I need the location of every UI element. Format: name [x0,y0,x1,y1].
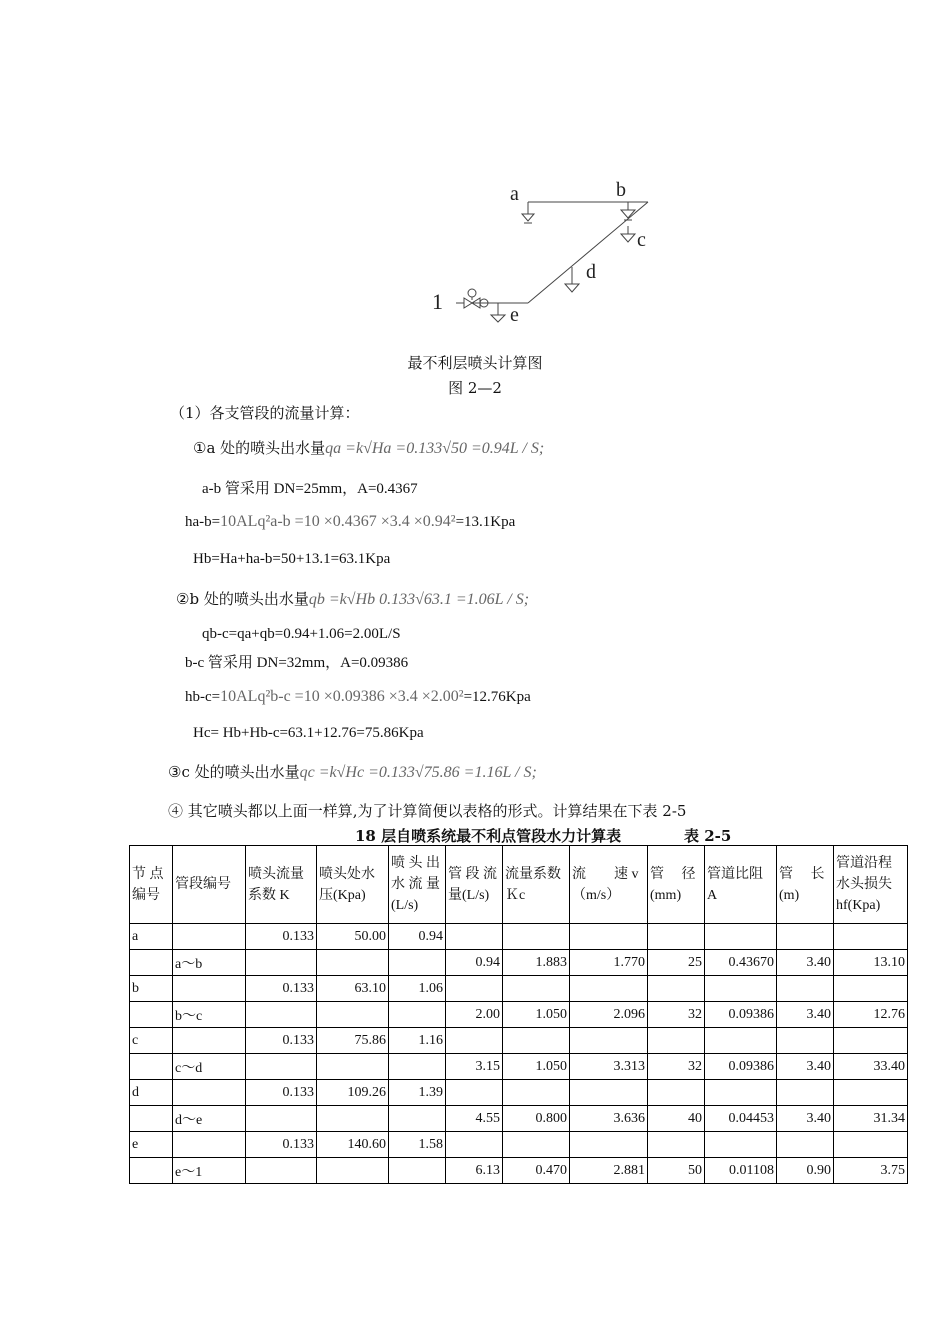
calc-line-5-formula: qb =k√Hb 0.133√63.1 =1.06L / S; [308,591,530,608]
table-row [130,1080,908,1106]
table-cell: 0.133 [246,1080,317,1106]
table-row [130,950,908,976]
table-cell: e～1 [173,1158,246,1184]
table-cell [389,1158,446,1184]
table-cell: e [130,1132,173,1158]
table-cell: 0.133 [246,1132,317,1158]
calc-line-8 [185,688,531,706]
table-row [130,1002,908,1028]
table-cell: 40 [648,1106,705,1132]
table-cell [570,1028,648,1054]
table-cell: 0.133 [246,976,317,1002]
hydraulic-calc-table [129,845,908,1184]
table-cell: 1.39 [389,1080,446,1106]
table-cell: 3.15 [446,1054,503,1080]
calc-line-5-prefix: ②b 处的喷头出水量 [176,590,309,608]
table-cell [777,1132,834,1158]
table-cell [317,1002,389,1028]
table-cell [317,950,389,976]
table-cell: 0.133 [246,924,317,950]
table-cell [446,924,503,950]
calc-line-8-suffix: =12.76Kpa [463,689,531,705]
calc-line-7: b-c 管采用 DN=32mm，A=0.09386 [185,655,409,671]
table-body [130,924,908,1184]
table-title: 18 层自喷系统最不利点管段水力计算表 [355,827,622,845]
table-cell: 50 [648,1158,705,1184]
section-heading: （1）各支管段的流量计算： [170,404,360,422]
table-cell [173,1132,246,1158]
table-cell [389,1002,446,1028]
table-cell [834,1080,908,1106]
table-cell [503,1132,570,1158]
figure-number: 图 2—2 [448,379,502,397]
table-cell [648,1028,705,1054]
table-cell [777,1028,834,1054]
pipe-b-e [528,202,648,303]
calc-line-6: qb-c=qa+qb=0.94+1.06=2.00L/S [202,626,401,642]
table-cell: 32 [648,1002,705,1028]
sprinkler-layout-diagram [420,172,670,332]
table-cell: 75.86 [317,1028,389,1054]
table-cell: 0.04453 [705,1106,777,1132]
table-cell [705,1080,777,1106]
table-cell: b [130,976,173,1002]
table-cell: 0.01108 [705,1158,777,1184]
header-cell: 管 径 (mm) [648,846,705,924]
table-cell: c [130,1028,173,1054]
table-cell [648,1080,705,1106]
table-cell [389,1054,446,1080]
table-cell [705,1028,777,1054]
header-cell: 管段编号 [173,846,246,924]
table-cell: 50.00 [317,924,389,950]
diagram-title: 最不利层喷头计算图 [407,354,543,372]
calc-line-3-formula: 10ALq²a-b =10 ×0.4367 ×3.4 ×0.94² [220,513,456,530]
label-e: e [510,304,519,326]
table-cell: 0.470 [503,1158,570,1184]
table-header-row [130,846,908,924]
table-cell [705,976,777,1002]
header-cell: 喷头流量系数 K [246,846,317,924]
calc-line-4: Hb=Ha+ha-b=50+13.1=63.1Kpa [193,551,391,567]
table-cell: 33.40 [834,1054,908,1080]
table-row [130,1158,908,1184]
table-cell: 0.90 [777,1158,834,1184]
table-cell [317,1158,389,1184]
table-cell: 1.770 [570,950,648,976]
table-cell: 0.94 [446,950,503,976]
table-cell [648,924,705,950]
table-cell [503,976,570,1002]
table-row [130,1054,908,1080]
calc-line-3-prefix: ha-b= [185,514,221,530]
table-cell [648,976,705,1002]
table-cell: 12.76 [834,1002,908,1028]
table-cell [834,976,908,1002]
table-cell: 1.050 [503,1002,570,1028]
table-cell [777,924,834,950]
table-cell [130,1002,173,1028]
table-cell: 1.16 [389,1028,446,1054]
table-row [130,1132,908,1158]
calc-line-3 [185,513,515,531]
table-cell: c～d [173,1054,246,1080]
header-cell: 管 段 流 量(L/s) [446,846,503,924]
table-cell: 3.40 [777,950,834,976]
table-cell: 0.94 [389,924,446,950]
table-cell: 0.133 [246,1028,317,1054]
table-cell [503,1080,570,1106]
table-cell [130,1158,173,1184]
table-cell: 63.10 [317,976,389,1002]
calc-line-3-suffix: =13.1Kpa [455,514,516,530]
header-cell: 流量系数Ｋc [503,846,570,924]
header-cell: 管 长 (m) [777,846,834,924]
table-cell: a [130,924,173,950]
table-cell [317,1106,389,1132]
table-cell [246,1054,317,1080]
table-cell: 13.10 [834,950,908,976]
table-cell [317,1054,389,1080]
table-cell [834,1132,908,1158]
table-cell: 140.60 [317,1132,389,1158]
table-cell: b～c [173,1002,246,1028]
table-cell [246,1002,317,1028]
label-1: 1 [432,289,443,314]
table-cell [570,1080,648,1106]
table-cell [246,1158,317,1184]
label-d: d [586,261,596,283]
table-cell: 1.883 [503,950,570,976]
table-cell [503,1028,570,1054]
table-cell [173,1028,246,1054]
table-cell [777,976,834,1002]
calc-line-10-prefix: ③c 处的喷头出水量 [168,763,300,781]
table-cell [130,1054,173,1080]
header-cell: 节 点 编号 [130,846,173,924]
header-cell: 喷头处水压(Kpa) [317,846,389,924]
table-cell: 3.313 [570,1054,648,1080]
table-cell [446,1132,503,1158]
table-cell: 4.55 [446,1106,503,1132]
table-cell [777,1080,834,1106]
table-cell [834,1028,908,1054]
table-cell: d～e [173,1106,246,1132]
table-cell [648,1132,705,1158]
table-cell: 2.00 [446,1002,503,1028]
table-cell [389,950,446,976]
calc-line-8-prefix: hb-c= [185,689,221,705]
calc-line-11: ④ 其它喷头都以上面一样算,为了计算简便以表格的形式。计算结果在下表 2-5 [168,802,687,820]
calc-line-8-formula: 10ALq²b-c =10 ×0.09386 ×3.4 ×2.00² [220,688,464,705]
table-cell: 31.34 [834,1106,908,1132]
header-cell: 管道沿程水头损失 hf(Kpa) [834,846,908,924]
table-cell [446,1080,503,1106]
table-cell [173,1080,246,1106]
table-cell: 1.58 [389,1132,446,1158]
table-cell [570,976,648,1002]
table-cell: 2.881 [570,1158,648,1184]
calc-line-1-formula: qa =k√Ha =0.133√50 =0.94L / S; [325,440,545,457]
table-cell: 0.43670 [705,950,777,976]
table-cell [705,1132,777,1158]
table-cell: 25 [648,950,705,976]
calc-line-1-prefix: ①a 处的喷头出水量 [193,439,326,457]
table-cell: 32 [648,1054,705,1080]
calc-line-10-formula: qc =k√Hc =0.133√75.86 =1.16L / S; [299,764,537,781]
table-cell [130,1106,173,1132]
label-c: c [637,229,646,251]
table-row [130,1028,908,1054]
table-cell: 0.09386 [705,1002,777,1028]
table-cell [173,924,246,950]
table-cell: d [130,1080,173,1106]
table-cell [446,1028,503,1054]
table-cell [246,950,317,976]
table-cell: 0.09386 [705,1054,777,1080]
table-cell [389,1106,446,1132]
calc-line-5 [176,588,529,609]
table-cell: 0.800 [503,1106,570,1132]
table-cell [246,1106,317,1132]
table-row [130,1106,908,1132]
table-cell [705,924,777,950]
table-cell: 1.050 [503,1054,570,1080]
table-cell: a～b [173,950,246,976]
table-cell [173,976,246,1002]
table-row [130,924,908,950]
calc-line-2: a-b 管采用 DN=25mm，A=0.4367 [202,481,418,497]
calc-line-10 [168,761,537,782]
table-cell: 2.096 [570,1002,648,1028]
calc-line-1 [193,437,544,458]
table-cell: 3.40 [777,1002,834,1028]
table-cell [834,924,908,950]
table-cell: 3.75 [834,1158,908,1184]
table-cell: 3.40 [777,1106,834,1132]
table-cell [570,1132,648,1158]
calc-line-9: Hc= Hb+Hb-c=63.1+12.76=75.86Kpa [193,725,424,741]
table-cell: 109.26 [317,1080,389,1106]
table-cell: 1.06 [389,976,446,1002]
label-b: b [616,179,626,201]
header-cell: 喷 头 出 水 流 量 (L/s) [389,846,446,924]
table-row [130,976,908,1002]
table-tag: 表 2-5 [684,827,732,845]
header-cell: 管道比阻 A [705,846,777,924]
table-cell: 6.13 [446,1158,503,1184]
table-cell [570,924,648,950]
table-cell [446,976,503,1002]
header-cell: 流 速 v（m/s） [570,846,648,924]
label-a: a [510,183,519,205]
table-cell: 3.636 [570,1106,648,1132]
table-cell: 3.40 [777,1054,834,1080]
table-cell [503,924,570,950]
table-cell [130,950,173,976]
